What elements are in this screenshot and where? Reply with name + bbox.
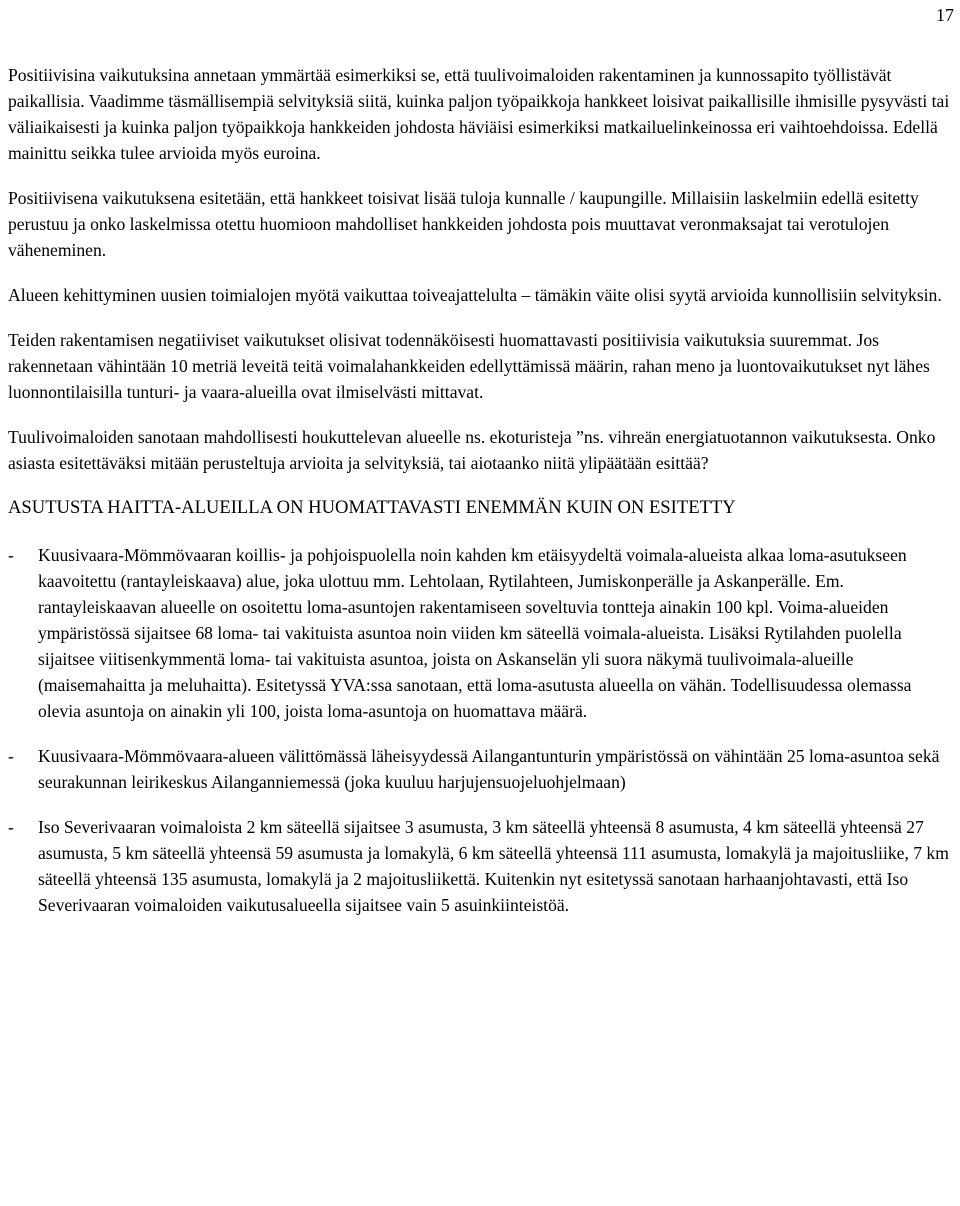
list-dash: - xyxy=(8,746,14,766)
list-item-text: Kuusivaara-Mömmövaaran koillis- ja pohjoispuolella noin kahden km etäisyydeltä voimala-alueista alkaa loma-asutukseen kaavoitettu (rantayleiskaava) alue, joka ulottuu mm. Lehtolaan, Rytilahteen, Jumiskonperälle ja Askanperälle. Em. rantayleiskaavan alueelle on osoitettu loma-asuntojen rakentamiseen soveltuvia tontteja ainakin 100 kpl. Voima-alueiden ympäristössä sijaitsee 68 loma- tai vakituista asuntoa noin viiden km säteellä voimala-alueista. Lisäksi Rytilahden puolella sijaitsee viitisenkymmentä loma- tai vakituista asuntoa, joista on Askanselän yli suora näkymä tuulivoimala-alueille (maisemahaitta ja meluhaitta). Esitetyssä YVA:ssa sanotaan, että loma-asutusta alueella on vähän. Todellisuudessa olemassa olevia asuntoja on ainakin yli 100, joista loma-asuntoja on huomattava määrä. xyxy=(38,545,912,721)
page-number: 17 xyxy=(936,5,954,25)
paragraph-regional-development: Alueen kehittyminen uusien toimialojen myötä vaikuttaa toiveajattelulta – tämäkin väite olisi syytä arvioida kunnollisiin selvityksin. xyxy=(8,285,942,305)
paragraph-road-construction: Teiden rakentamisen negatiiviset vaikutukset olisivat todennäköisesti huomattavasti positiivisia vaikutuksia suuremmat. Jos rakennetaan vähintään 10 metriä leveitä teitä voimalahankkeiden edellyttämissä määrin, rahan meno ja luontovaikutukset nyt lähes luonnontilaisilla tunturi- ja vaara-alueilla ovat ilmiselvästi mittavat. xyxy=(8,330,930,402)
list-item-text: Kuusivaara-Mömmövaara-alueen välittömässä läheisyydessä Ailangantunturin ympäristössä on vähintään 25 loma-asuntoa sekä seurakunnan leirikeskus Ailanganniemessä (joka kuuluu harjujensuojeluohjelmaan) xyxy=(38,746,940,792)
list-dash: - xyxy=(8,545,14,565)
list-dash: - xyxy=(8,817,14,837)
list-item xyxy=(8,542,958,724)
section-heading: ASUTUSTA HAITTA-ALUEILLA ON HUOMATTAVASTI ENEMMÄN KUIN ON ESITETTY xyxy=(8,497,736,518)
list-item xyxy=(8,743,958,795)
list-item xyxy=(8,814,958,918)
settlement-list xyxy=(8,542,958,918)
list-item-text: Iso Severivaaran voimaloista 2 km säteellä sijaitsee 3 asumusta, 3 km säteellä yhteensä 8 asumusta, 4 km säteellä yhteensä 27 asumusta, 5 km säteellä yhteensä 59 asumusta ja lomakylä, 6 km säteellä yhteensä 111 asumusta, lomakylä ja majoitusliike, 7 km säteellä yhteensä 135 asumusta, lomakylä ja 2 majoitusliikettä. Kuitenkin nyt esitetyssä sanotaan harhaanjohtavasti, että Iso Severivaaran voimaloiden vaikutusalueella sijaitsee vain 5 asuinkiinteistöä. xyxy=(38,817,949,915)
document-body xyxy=(8,62,958,937)
paragraph-municipal-income: Positiivisena vaikutuksena esitetään, että hankkeet toisivat lisää tuloja kunnalle / kaupungille. Millaisiin laskelmiin edellä esitetty perustuu ja onko laskelmissa otettu huomioon mahdolliset hankkeiden johdosta pois muuttavat veronmaksajat tai verotulojen väheneminen. xyxy=(8,188,919,260)
paragraph-ecotourism: Tuulivoimaloiden sanotaan mahdollisesti houkuttelevan alueelle ns. ekoturisteja ”ns. vihreän energiatuotannon vaikutuksesta. Onko asiasta esitettäväksi mitään perusteltuja arvioita ja selvityksiä, tai aiotaanko niitä ylipäätään esittää? xyxy=(8,427,936,473)
paragraph-employment: Positiivisina vaikutuksina annetaan ymmärtää esimerkiksi se, että tuulivoimaloiden rakentaminen ja kunnossapito työllistävät paikallisia. Vaadimme täsmällisempiä selvityksiä siitä, kuinka paljon työpaikkoja hankkeet loisivat paikallisille ihmisille pysyvästi tai väliaikaisesti ja kuinka paljon työpaikkoja hankkeiden johdosta häviäisi esimerkiksi matkailuelinkeinossa eri vaihtoehdoissa. Edellä mainittu seikka tulee arvioida myös euroina. xyxy=(8,65,950,163)
